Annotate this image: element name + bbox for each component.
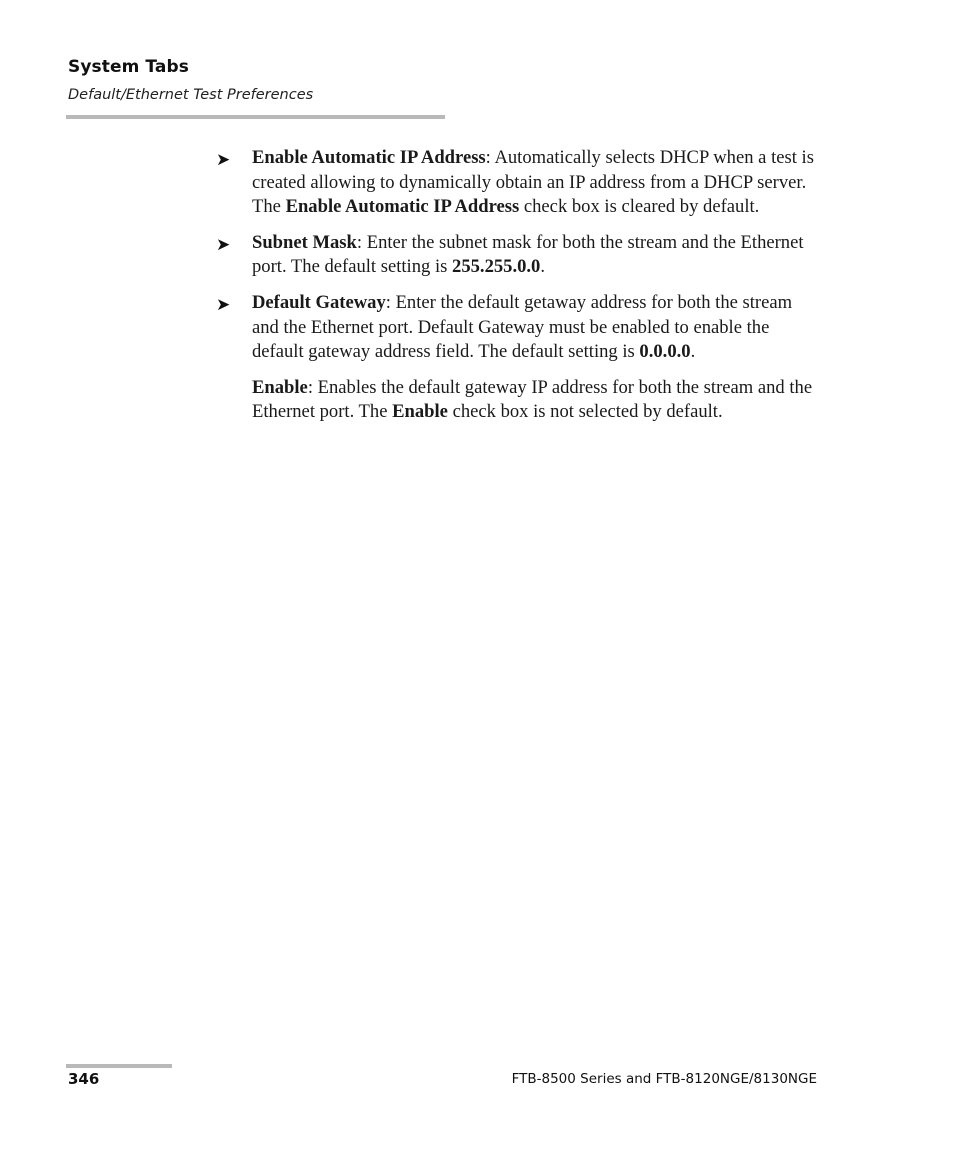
term-label: Default Gateway [252, 291, 386, 313]
description: : Enter the subnet mask for both the stream and the Ethernet port. The default setting is [252, 231, 804, 278]
list-item [216, 291, 826, 365]
arrow-bullet-icon: ➤ [216, 294, 231, 314]
header-divider [66, 115, 445, 119]
emphasis: Enable Automatic IP Address [285, 196, 520, 218]
section-title: System Tabs [68, 57, 189, 77]
list-item [216, 146, 826, 220]
description-end: . [540, 256, 546, 278]
page-number: 346 [68, 1070, 100, 1088]
term-label: Enable [252, 376, 308, 398]
list-item [216, 231, 826, 280]
description: : Enter the default getaway address for both the stream and the Ethernet port. Default Gateway must be enabled to enable the default gateway address field. The default setting is [252, 291, 793, 363]
term-label: Enable Automatic IP Address [252, 147, 486, 168]
arrow-bullet-icon: ➤ [216, 150, 231, 169]
list-item-text [252, 146, 826, 220]
emphasis: 255.255.0.0 [452, 256, 541, 278]
description: : Automatically selects DHCP when a test is created allowing to dynamically obtain an IP address from a DHCP server. The [252, 147, 814, 218]
description-end: . [690, 341, 696, 363]
description-end: check box is cleared by default. [519, 196, 760, 218]
emphasis: Enable [392, 401, 448, 423]
list-item-text [252, 291, 826, 365]
footer-divider [66, 1064, 172, 1068]
description-end: check box is not selected by default. [447, 401, 723, 423]
arrow-bullet-icon: ➤ [216, 234, 231, 254]
product-name: FTB-8500 Series and FTB-8120NGE/8130NGE [511, 1071, 817, 1087]
term-label: Subnet Mask [252, 231, 357, 253]
sub-paragraph [252, 376, 826, 425]
description: : Enables the default gateway IP address for both the stream and the Ethernet port. The [252, 376, 813, 423]
emphasis: 0.0.0.0 [639, 341, 691, 363]
section-subtitle: Default/Ethernet Test Preferences [68, 87, 314, 103]
list-item-text [252, 231, 826, 280]
body-content [216, 146, 826, 425]
